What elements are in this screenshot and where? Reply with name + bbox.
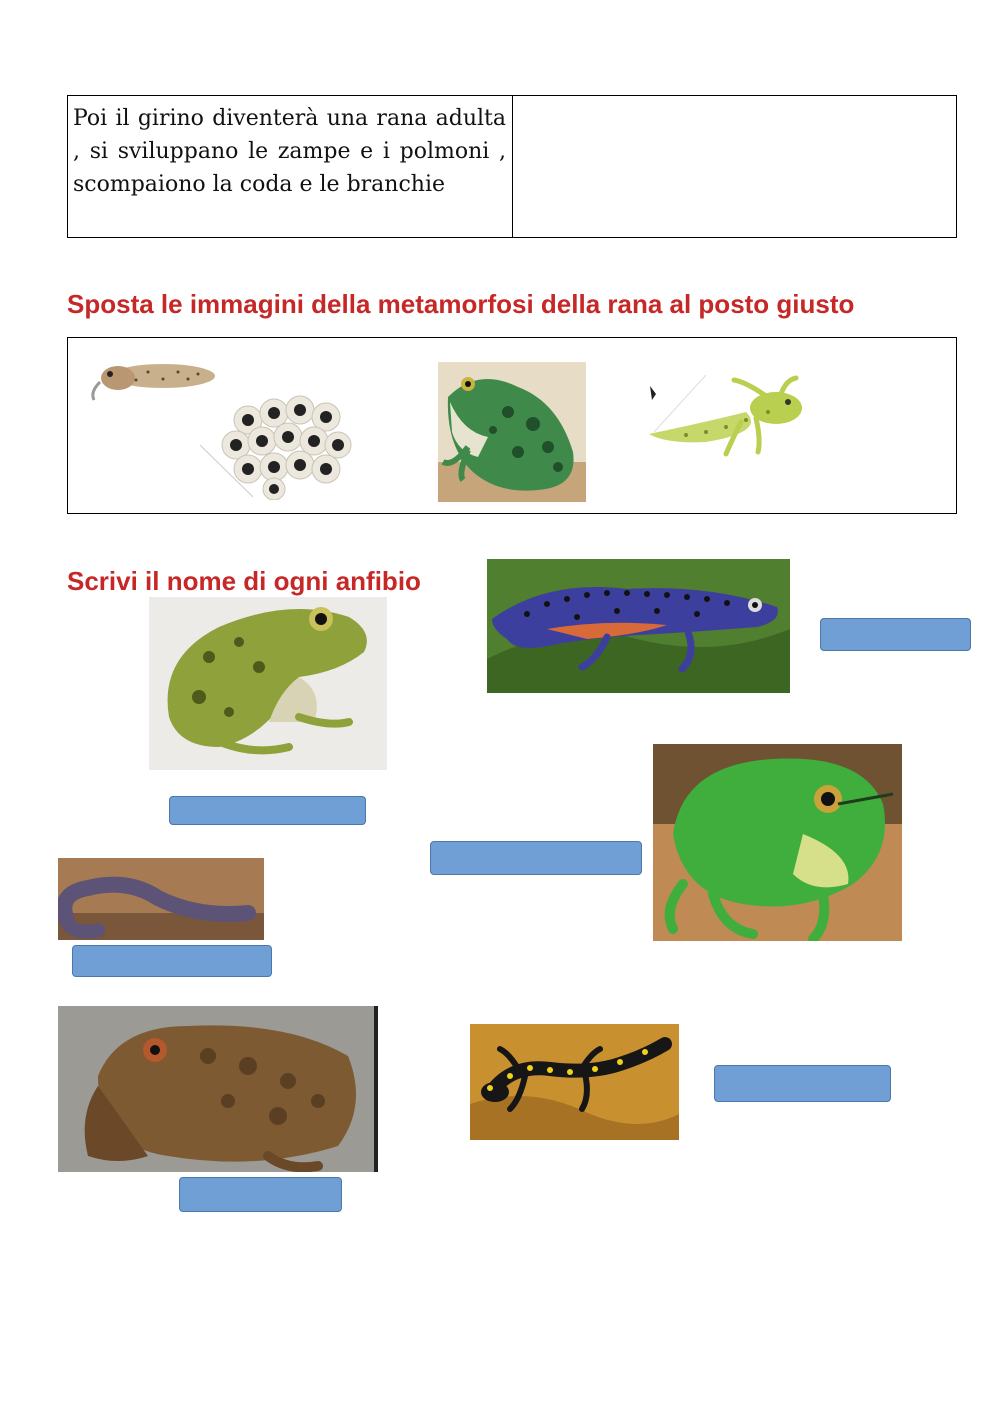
- name-answer-box-4[interactable]: [72, 945, 272, 977]
- frog-eggs-image[interactable]: [198, 385, 358, 500]
- green-frog-image: [149, 597, 387, 770]
- name-answer-box-3[interactable]: [430, 841, 642, 875]
- fire-salamander-image: [470, 1024, 679, 1140]
- answer-drop-cell[interactable]: [513, 96, 956, 237]
- name-answer-box-6[interactable]: [179, 1177, 342, 1212]
- description-cell: Poi il girino diventerà una rana adulta , si sviluppano le zampe e i polmoni , scompaiono la coda e le branchie: [68, 96, 513, 237]
- adult-frog-image[interactable]: [438, 362, 586, 502]
- amphibians-heading: Scrivi il nome di ogni anfibio: [67, 566, 421, 596]
- metamorphosis-heading: Sposta le immagini della metamorfosi della rana al posto giusto: [67, 289, 855, 319]
- newt-image: [487, 559, 790, 693]
- tadpole-with-legs-image[interactable]: [646, 372, 806, 464]
- description-table: [67, 95, 957, 238]
- tree-frog-image: [653, 744, 902, 941]
- name-answer-box-2[interactable]: [169, 796, 366, 825]
- name-answer-box-1[interactable]: [820, 618, 971, 651]
- toad-image: [58, 1006, 378, 1172]
- name-answer-box-5[interactable]: [714, 1065, 891, 1102]
- caecilian-image: [58, 858, 264, 940]
